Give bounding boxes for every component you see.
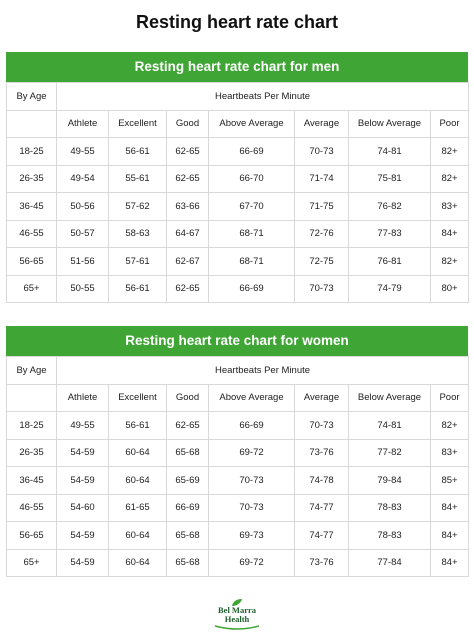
cell-age: 26-35 (7, 165, 57, 193)
table-row (7, 439, 469, 467)
cell-below-average: 76-82 (349, 193, 431, 221)
cell-below-average: 78-83 (349, 494, 431, 522)
cell-above-average: 66-70 (209, 165, 295, 193)
cell-age: 18-25 (7, 138, 57, 166)
cell-below-average: 74-79 (349, 275, 431, 303)
cell-excellent: 56-61 (109, 412, 167, 440)
column-header-poor: Poor (431, 110, 469, 138)
age-header: By Age (7, 83, 57, 111)
cell-poor: 84+ (431, 522, 469, 550)
cell-poor: 83+ (431, 439, 469, 467)
cell-excellent: 58-63 (109, 220, 167, 248)
cell-age: 18-25 (7, 412, 57, 440)
column-header-below-average: Below Average (349, 384, 431, 412)
cell-good: 65-68 (167, 522, 209, 550)
cell-excellent: 56-61 (109, 138, 167, 166)
table-row (7, 275, 469, 303)
cell-age: 56-65 (7, 248, 57, 276)
cell-good: 62-65 (167, 275, 209, 303)
column-header-athlete: Athlete (57, 110, 109, 138)
cell-athlete: 50-55 (57, 275, 109, 303)
bel-marra-health-logo (209, 598, 265, 632)
cell-below-average: 76-81 (349, 248, 431, 276)
column-header-good: Good (167, 384, 209, 412)
cell-below-average: 77-82 (349, 439, 431, 467)
cell-above-average: 67-70 (209, 193, 295, 221)
cell-average: 74-78 (295, 467, 349, 495)
cell-athlete: 54-60 (57, 494, 109, 522)
cell-poor: 82+ (431, 138, 469, 166)
cell-poor: 84+ (431, 494, 469, 522)
cell-athlete: 54-59 (57, 467, 109, 495)
cell-excellent: 60-64 (109, 522, 167, 550)
cell-average: 74-77 (295, 494, 349, 522)
cell-athlete: 49-54 (57, 165, 109, 193)
cell-above-average: 66-69 (209, 275, 295, 303)
women-header-row-top (7, 357, 469, 385)
cell-athlete: 50-57 (57, 220, 109, 248)
men-table (6, 82, 469, 303)
cell-age: 56-65 (7, 522, 57, 550)
women-table (6, 356, 469, 577)
men-chart (6, 52, 468, 303)
women-table-body (7, 412, 469, 577)
cell-good: 62-67 (167, 248, 209, 276)
cell-above-average: 69-72 (209, 549, 295, 577)
table-row (7, 165, 469, 193)
cell-above-average: 70-73 (209, 467, 295, 495)
table-row (7, 549, 469, 577)
column-header-average: Average (295, 110, 349, 138)
cell-good: 65-68 (167, 549, 209, 577)
cell-excellent: 57-61 (109, 248, 167, 276)
men-table-body (7, 138, 469, 303)
column-header-above-average: Above Average (209, 110, 295, 138)
column-header-athlete: Athlete (57, 384, 109, 412)
women-header-row (7, 384, 469, 412)
cell-good: 65-69 (167, 467, 209, 495)
cell-good: 62-65 (167, 165, 209, 193)
logo-text (209, 606, 265, 624)
table-row (7, 138, 469, 166)
cell-athlete: 49-55 (57, 412, 109, 440)
cell-average: 73-76 (295, 549, 349, 577)
swoosh-icon (213, 624, 261, 630)
table-row (7, 248, 469, 276)
cell-excellent: 57-62 (109, 193, 167, 221)
cell-average: 70-73 (295, 275, 349, 303)
cell-poor: 82+ (431, 165, 469, 193)
cell-poor: 84+ (431, 549, 469, 577)
cell-age: 46-55 (7, 220, 57, 248)
cell-average: 73-76 (295, 439, 349, 467)
cell-above-average: 68-71 (209, 248, 295, 276)
cell-above-average: 69-73 (209, 522, 295, 550)
cell-above-average: 68-71 (209, 220, 295, 248)
cell-below-average: 79-84 (349, 467, 431, 495)
cell-athlete: 49-55 (57, 138, 109, 166)
page-title: Resting heart rate chart (135, 12, 339, 32)
table-row (7, 220, 469, 248)
cell-good: 62-65 (167, 138, 209, 166)
column-header-excellent: Excellent (109, 110, 167, 138)
cell-good: 66-69 (167, 494, 209, 522)
cell-below-average: 78-83 (349, 522, 431, 550)
column-header-above-average: Above Average (209, 384, 295, 412)
cell-below-average: 77-84 (349, 549, 431, 577)
cell-average: 74-77 (295, 522, 349, 550)
logo-line-1: Bel Marra (218, 605, 256, 615)
cell-excellent: 55-61 (109, 165, 167, 193)
logo-line-2: Health (224, 614, 250, 624)
cell-excellent: 60-64 (109, 467, 167, 495)
women-chart-title: Resting heart rate chart for women (6, 326, 468, 356)
cell-poor: 83+ (431, 193, 469, 221)
cell-average: 72-76 (295, 220, 349, 248)
cell-age: 65+ (7, 275, 57, 303)
cell-age: 36-45 (7, 193, 57, 221)
cell-good: 64-67 (167, 220, 209, 248)
cell-poor: 84+ (431, 220, 469, 248)
column-header-excellent: Excellent (109, 384, 167, 412)
column-header-average: Average (295, 384, 349, 412)
age-header-spacer (7, 384, 57, 412)
table-row (7, 412, 469, 440)
cell-poor: 82+ (431, 248, 469, 276)
cell-excellent: 56-61 (109, 275, 167, 303)
cell-age: 65+ (7, 549, 57, 577)
cell-excellent: 60-64 (109, 439, 167, 467)
women-chart (6, 326, 468, 577)
cell-below-average: 75-81 (349, 165, 431, 193)
cell-average: 71-75 (295, 193, 349, 221)
cell-good: 63-66 (167, 193, 209, 221)
heartbeats-group-header: Heartbeats Per Minute (57, 357, 469, 385)
table-row (7, 494, 469, 522)
cell-age: 46-55 (7, 494, 57, 522)
cell-good: 65-68 (167, 439, 209, 467)
cell-excellent: 61-65 (109, 494, 167, 522)
column-header-below-average: Below Average (349, 110, 431, 138)
cell-below-average: 74-81 (349, 138, 431, 166)
cell-below-average: 74-81 (349, 412, 431, 440)
age-header: By Age (7, 357, 57, 385)
cell-athlete: 54-59 (57, 522, 109, 550)
column-header-poor: Poor (431, 384, 469, 412)
men-header-row (7, 110, 469, 138)
men-header-row-top (7, 83, 469, 111)
cell-above-average: 69-72 (209, 439, 295, 467)
cell-average: 71-74 (295, 165, 349, 193)
cell-excellent: 60-64 (109, 549, 167, 577)
cell-above-average: 70-73 (209, 494, 295, 522)
cell-below-average: 77-83 (349, 220, 431, 248)
cell-poor: 85+ (431, 467, 469, 495)
cell-athlete: 50-56 (57, 193, 109, 221)
cell-above-average: 66-69 (209, 138, 295, 166)
age-header-spacer (7, 110, 57, 138)
cell-poor: 82+ (431, 412, 469, 440)
cell-age: 36-45 (7, 467, 57, 495)
column-header-good: Good (167, 110, 209, 138)
heartbeats-group-header: Heartbeats Per Minute (57, 83, 469, 111)
cell-athlete: 51-56 (57, 248, 109, 276)
cell-athlete: 54-59 (57, 549, 109, 577)
cell-average: 70-73 (295, 138, 349, 166)
men-chart-title: Resting heart rate chart for men (6, 52, 468, 82)
table-row (7, 467, 469, 495)
cell-athlete: 54-59 (57, 439, 109, 467)
cell-poor: 80+ (431, 275, 469, 303)
table-row (7, 193, 469, 221)
cell-average: 72-75 (295, 248, 349, 276)
table-row (7, 522, 469, 550)
cell-good: 62-65 (167, 412, 209, 440)
cell-above-average: 66-69 (209, 412, 295, 440)
cell-age: 26-35 (7, 439, 57, 467)
cell-average: 70-73 (295, 412, 349, 440)
